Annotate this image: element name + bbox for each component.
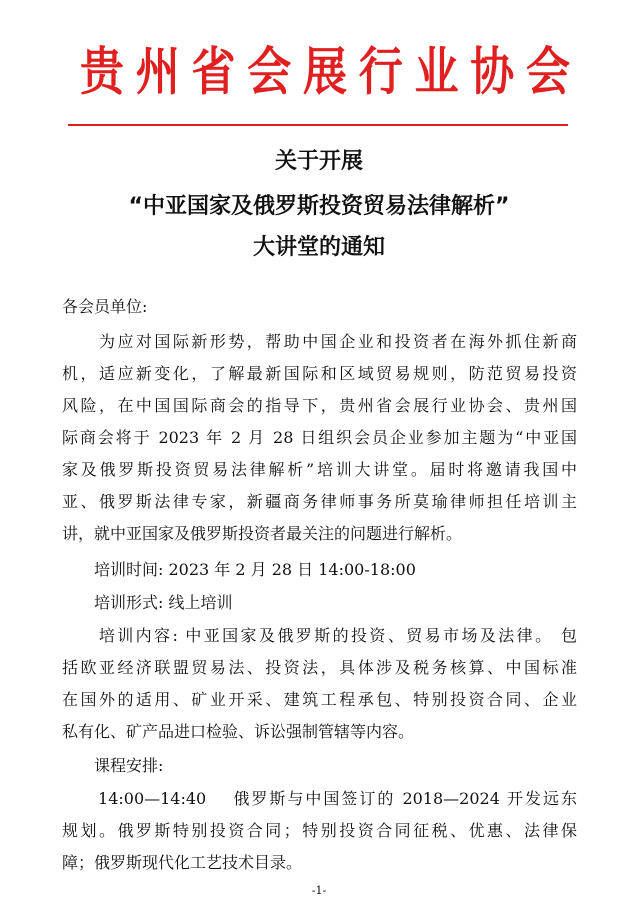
schedule-line: 规划。俄罗斯特别投资合同；特别投资合同征税、优惠、法律保: [62, 821, 577, 840]
letterhead-char: 行: [358, 42, 403, 103]
letterhead-char: 省: [191, 42, 236, 103]
paragraph-line: 家及俄罗斯投资贸易法律解析”培训大讲堂。届时将邀请我国中: [62, 460, 577, 479]
paragraph-line: 私有化、矿产品进口检验、诉讼强制管辖等内容。: [62, 722, 415, 741]
paragraph-line: 际商会将于 2023 年 2 月 28 日组织会员企业参加主题为“中亚国: [62, 428, 577, 447]
title-line: “中亚国家及俄罗斯投资贸易法律解析”: [128, 194, 510, 219]
letterhead-char: 业: [414, 42, 459, 103]
paragraph-line: 在国外的适用、矿业开采、建筑工程承包、特别投资合同、企业: [62, 690, 577, 709]
letterhead-char: 会: [247, 42, 292, 103]
paragraph-line: 讲，就中亚国家及俄罗斯投资者最关注的问题进行解析。: [62, 524, 463, 543]
schedule-line: 障；俄罗斯现代化工艺技术目录。: [62, 853, 303, 872]
letterhead-divider: [68, 124, 568, 126]
paragraph-line: 为应对国际新形势，帮助中国企业和投资者在海外抓住新商: [62, 332, 577, 351]
paragraph-line: 风险，在中国国际商会的指导下，贵州省会展行业协会、贵州国: [62, 396, 577, 415]
training-time: 培训时间: 2023 年 2 月 28 日 14:00-18:00: [62, 560, 416, 579]
letterhead-char: 州: [135, 42, 180, 103]
title-line: 大讲堂的通知: [252, 235, 385, 260]
paragraph-line: 培训内容: 中亚国家及俄罗斯的投资、贸易市场及法律。 包: [62, 626, 577, 645]
page-number: -1-: [311, 884, 327, 897]
title-line: 关于开展: [274, 149, 363, 174]
training-format: 培训形式: 线上培训: [62, 593, 233, 612]
letterhead-title: [80, 37, 570, 109]
paragraph-line: 机，适应新变化，了解最新国际和区域贸易规则，防范贸易投资: [62, 364, 577, 383]
letterhead-char: 协: [470, 42, 515, 103]
paragraph-line: 括欧亚经济联盟贸易法、投资法，具体涉及税务核算、中国标准: [62, 658, 577, 677]
letterhead-char: 会: [526, 42, 570, 103]
paragraph-line: 亚、俄罗斯法律专家，新疆商务律师事务所莫瑜律师担任培训主: [62, 492, 577, 511]
letterhead-char: 贵: [80, 42, 124, 103]
letterhead-char: 展: [303, 42, 347, 103]
schedule-heading: 课程安排:: [62, 756, 164, 775]
salutation: 各会员单位:: [62, 297, 148, 316]
schedule-line: 14:00—14:40 俄罗斯与中国签订的 2018—2024 开发远东: [62, 789, 577, 808]
